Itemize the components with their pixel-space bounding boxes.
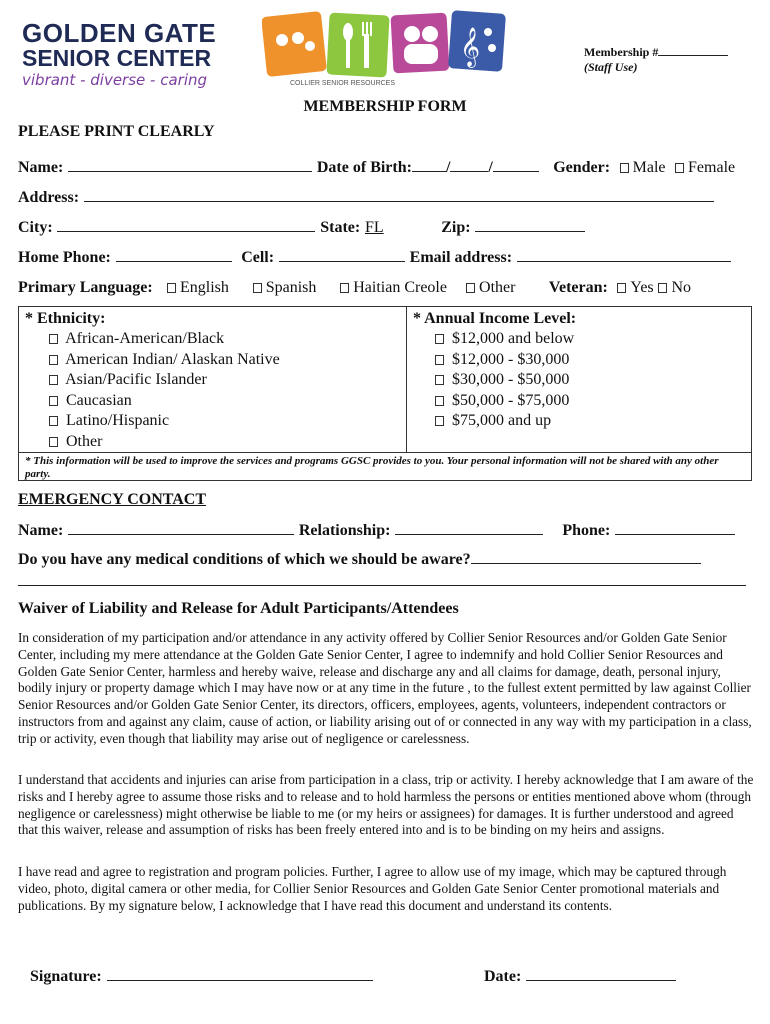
emergency-name-label: Name: bbox=[18, 522, 64, 539]
income-option-label: $30,000 - $50,000 bbox=[452, 371, 570, 388]
medical-question-label: Do you have any medical conditions of which we should be aware? bbox=[18, 551, 471, 568]
income-checkbox[interactable] bbox=[435, 396, 444, 406]
zip-field[interactable] bbox=[475, 218, 585, 232]
language-other-checkbox[interactable] bbox=[466, 283, 475, 293]
language-option-label: Haitian Creole bbox=[353, 279, 447, 296]
emergency-phone-field[interactable] bbox=[615, 521, 735, 535]
veteran-label: Veteran: bbox=[548, 279, 608, 296]
membership-staff-box bbox=[584, 45, 728, 75]
veteran-no-checkbox[interactable] bbox=[658, 283, 667, 293]
date-label: Date: bbox=[484, 968, 522, 985]
dob-separator: / bbox=[445, 159, 451, 176]
income-option-label: $12,000 and below bbox=[452, 330, 575, 347]
gender-label: Gender: bbox=[553, 159, 611, 176]
income-title: * Annual Income Level: bbox=[413, 310, 577, 327]
relationship-label: Relationship: bbox=[298, 522, 391, 539]
ethnicity-checkbox[interactable] bbox=[49, 375, 58, 385]
cell-label: Cell: bbox=[241, 249, 275, 266]
print-instruction: PLEASE PRINT CLEARLY bbox=[18, 123, 215, 140]
city-label: City: bbox=[18, 219, 53, 236]
dob-day-field[interactable] bbox=[450, 158, 488, 172]
dob-year-field[interactable] bbox=[493, 158, 539, 172]
date-row bbox=[484, 967, 676, 986]
membership-number-field[interactable] bbox=[658, 46, 728, 56]
home-phone-field[interactable] bbox=[116, 248, 232, 262]
city-state-zip-row bbox=[18, 218, 585, 237]
medical-conditions-field[interactable] bbox=[471, 550, 701, 564]
language-spanish-checkbox[interactable] bbox=[253, 283, 262, 293]
veteran-option-label: Yes bbox=[630, 279, 654, 296]
signature-field[interactable] bbox=[107, 967, 373, 981]
cell-field[interactable] bbox=[279, 248, 405, 262]
veteran-option-label: No bbox=[671, 279, 691, 296]
contact-row bbox=[18, 248, 731, 267]
language-english-checkbox[interactable] bbox=[167, 283, 176, 293]
waiver-paragraph-1: In consideration of my participation and/or attendance in any activity offered by Collier Senior Resources and/or Golden Gate Senior Center, including my mere attendance at the Golden Gate Senior Center, I agree to indemnify and hold Collier Senior Resources and Golden Gate Senior Center, harmless and hereby waive, release and discharge any and all claims for damage, death, personal injury, bodily injury or property damage which I may have now or at any time in the future , to the fullest extent permitted by law against Collier Senior Resources and/or Golden Gate Senior Center, its directors, officers, employees, agents, volunteers, independent contractors or instructors from and against any claim, cause of action, or liability arising out of or connected in any way with my participation in a class, trip or activity, even though that liability may arise out of negligence or carelessness. bbox=[18, 630, 752, 746]
income-option-label: $50,000 - $75,000 bbox=[452, 391, 570, 409]
zip-label: Zip: bbox=[441, 219, 471, 236]
address-label: Address: bbox=[18, 189, 80, 206]
signature-row bbox=[30, 967, 373, 986]
language-option-label: Other bbox=[479, 279, 516, 296]
email-label: Email address: bbox=[409, 249, 513, 266]
language-option-label: Spanish bbox=[265, 279, 317, 296]
ethnicity-option-label: Asian/Pacific Islander bbox=[65, 371, 207, 388]
language-option-label: English bbox=[179, 279, 229, 296]
gender-female-checkbox[interactable] bbox=[675, 163, 684, 173]
income-checkbox[interactable] bbox=[435, 355, 444, 365]
state-value[interactable]: FL bbox=[364, 219, 384, 236]
language-haitian-creole-checkbox[interactable] bbox=[340, 283, 349, 293]
income-option-label: $75,000 and up bbox=[452, 412, 552, 429]
address-field[interactable] bbox=[84, 188, 714, 202]
language-veteran-row bbox=[18, 278, 691, 297]
income-checkbox[interactable] bbox=[435, 416, 444, 426]
ethnicity-option-label: American Indian/ Alaskan Native bbox=[65, 350, 280, 368]
emergency-title: EMERGENCY CONTACT bbox=[18, 491, 207, 508]
dob-month-field[interactable] bbox=[412, 158, 446, 172]
org-logo bbox=[22, 20, 262, 90]
form-title: MEMBERSHIP FORM bbox=[303, 98, 467, 115]
ethnicity-checkbox[interactable] bbox=[49, 334, 58, 344]
veteran-yes-checkbox[interactable] bbox=[617, 283, 626, 293]
staff-use-note: (Staff Use) bbox=[584, 60, 638, 74]
email-field[interactable] bbox=[517, 248, 731, 262]
home-phone-label: Home Phone: bbox=[18, 249, 111, 266]
waiver-paragraph-2: I understand that accidents and injuries can arise from participation in a class, trip or activity. I hereby acknowledge that I am aware of the risks and I hereby agree to assume those risks and to release and to hold harmless the persons or entities mentioned above whom (through negligence or carelessness) might otherwise be liable to me (or my heirs or assignees) for damages. It is further understood and agreed that this waiver, release and assumption of risks has been freely entered into and is to be binding on my heirs and assigns. bbox=[18, 772, 754, 838]
emergency-contact-row bbox=[18, 521, 735, 540]
waiver-paragraph-3: I have read and agree to registration and program policies. Further, I agree to allow use of my image, which may be captured through video, photo, digital camera or other media, for Collier Senior Resources and Golden Gate Senior Center promotional materials and publications. By my signature below, I acknowledge that I have read this document and understand its contents. bbox=[18, 864, 727, 913]
ethnicity-option-label: Latino/Hispanic bbox=[66, 412, 170, 429]
ethnicity-checkbox[interactable] bbox=[49, 416, 58, 426]
ethnicity-checkbox[interactable] bbox=[49, 396, 58, 406]
ethnicity-option-label: Caucasian bbox=[66, 391, 132, 409]
ethnicity-checkbox[interactable] bbox=[49, 437, 58, 447]
gender-option-label: Male bbox=[632, 159, 666, 176]
date-field[interactable] bbox=[526, 967, 676, 981]
relationship-field[interactable] bbox=[395, 521, 543, 535]
income-column bbox=[407, 307, 751, 452]
activity-icons-logo bbox=[262, 10, 508, 87]
name-field[interactable] bbox=[68, 158, 312, 172]
signature-label: Signature: bbox=[30, 968, 102, 985]
waiver-title: Waiver of Liability and Release for Adult Participants/Attendees bbox=[18, 600, 459, 617]
org-name-line1: GOLDEN GATE bbox=[22, 18, 217, 48]
membership-number-label: Membership # bbox=[584, 45, 659, 59]
emergency-name-field[interactable] bbox=[68, 521, 294, 535]
income-checkbox[interactable] bbox=[435, 334, 444, 344]
demographics-table bbox=[18, 306, 752, 481]
svg-text:𝄞: 𝄞 bbox=[460, 27, 481, 67]
income-checkbox[interactable] bbox=[435, 375, 444, 385]
activity-icons-graphic bbox=[262, 10, 508, 82]
org-name-line2: SENIOR CENTER bbox=[22, 45, 212, 71]
ethnicity-checkbox[interactable] bbox=[49, 355, 58, 365]
income-option-label: $12,000 - $30,000 bbox=[452, 350, 570, 368]
gender-male-checkbox[interactable] bbox=[620, 163, 629, 173]
city-field[interactable] bbox=[57, 218, 315, 232]
dob-label: Date of Birth: bbox=[316, 159, 412, 176]
emergency-phone-label: Phone: bbox=[562, 522, 611, 539]
address-row bbox=[18, 188, 714, 207]
gender-option-label: Female bbox=[688, 159, 736, 176]
ethnicity-option-label: Other bbox=[66, 432, 103, 450]
org-tagline: vibrant - diverse - caring bbox=[22, 71, 208, 89]
name-label: Name: bbox=[18, 159, 64, 176]
partner-caption: COLLIER SENIOR RESOURCES bbox=[290, 80, 396, 87]
medical-conditions-field-line2[interactable] bbox=[18, 585, 746, 586]
ethnicity-column bbox=[19, 307, 407, 452]
language-label: Primary Language: bbox=[18, 279, 153, 296]
state-label: State: bbox=[320, 219, 361, 236]
medical-question-row bbox=[18, 550, 701, 569]
personal-info-row bbox=[18, 158, 735, 177]
ethnicity-title: * Ethnicity: bbox=[25, 310, 106, 327]
privacy-footnote: * This information will be used to improve the services and programs GGSC provides to you. Your personal information will not be shared with any other party. bbox=[19, 452, 751, 481]
dob-separator: / bbox=[488, 159, 493, 176]
ethnicity-option-label: African-American/Black bbox=[65, 330, 225, 347]
